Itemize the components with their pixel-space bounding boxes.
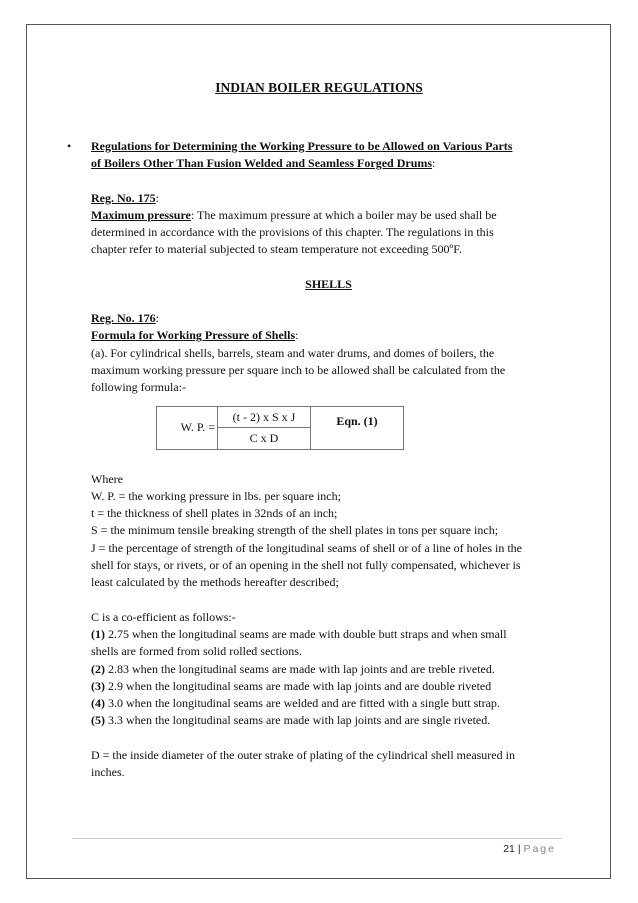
shells-heading-row <box>91 276 566 293</box>
reg-175-block <box>91 190 566 259</box>
page-word: Page <box>523 843 556 855</box>
reg-176-label: Reg. No. 176 <box>91 311 156 326</box>
equation-lhs: W. P. = <box>157 406 218 449</box>
shells-heading: SHELLS <box>305 276 352 291</box>
reg-176-text-3: following formula:- <box>91 380 186 395</box>
where-block <box>91 471 566 592</box>
equation-table <box>156 406 404 450</box>
equation-denominator: C x D <box>249 431 279 446</box>
diameter-line-1: inches. <box>91 765 125 780</box>
diameter-block <box>91 747 566 782</box>
reg-176-text-2: maximum working pressure per square inch to be allowed shall be calculated from the <box>91 362 506 377</box>
reg-175-text-1: : The maximum pressure at which a boiler may be used shall be <box>190 207 497 222</box>
coefficient-text: 2.75 when the longitudinal seams are made with double butt straps and when small <box>105 626 507 641</box>
coefficient-number: (2) <box>91 661 105 676</box>
reg-176-text-1: (a). For cylindrical shells, barrels, steam and water drums, and domes of boilers, the <box>91 345 495 360</box>
coefficient-text: shells are formed from solid rolled sections. <box>91 644 302 659</box>
maximum-pressure-term: Maximum pressure <box>91 207 191 222</box>
page-number: 21 <box>503 843 515 855</box>
equation-numerator: (t - 2) x S x J <box>218 407 310 428</box>
coefficient-text: 3.0 when the longitudinal seams are welded and are fitted with a single butt strap. <box>105 696 500 711</box>
footer-separator: | <box>517 843 521 855</box>
coefficient-intro: C is a co-efficient as follows:- <box>91 609 236 624</box>
document-body <box>91 138 566 781</box>
reg-175-colon: : <box>155 190 160 205</box>
bullet-heading-colon: : <box>432 156 436 171</box>
coefficient-number: (5) <box>91 713 105 728</box>
coefficient-number: (4) <box>91 696 105 711</box>
coefficient-number: (1) <box>91 626 105 641</box>
working-pressure-formula-term: Formula for Working Pressure of Shells <box>91 328 296 343</box>
reg-175-text-3: chapter refer to material subjected to steam temperature not exceeding 500ºF. <box>91 242 462 257</box>
reg-176-block <box>91 310 566 396</box>
coefficient-block <box>91 609 566 730</box>
diameter-line-0: D = the inside diameter of the outer strake of plating of the cylindrical shell measured in <box>91 747 515 762</box>
where-line-2: t = the thickness of shell plates in 32nds of an inch; <box>91 506 338 521</box>
coefficient-text: 2.9 when the longitudinal seams are made with lap joints and are double riveted <box>105 678 492 693</box>
where-line-5: shell for stays, or rivets, or of an opening in the shell not fully compensated, whichever is <box>91 558 521 573</box>
reg-176-term-colon: : <box>295 328 299 343</box>
page-footer <box>503 843 556 855</box>
where-line-1: W. P. = the working pressure in lbs. per square inch; <box>91 488 341 503</box>
reg-176-colon: : <box>155 311 160 326</box>
coefficient-text: 2.83 when the longitudinal seams are made with lap joints and are treble riveted. <box>105 661 495 676</box>
bullet-heading-line2: of Boilers Other Than Fusion Welded and Seamless Forged Drums <box>91 156 433 171</box>
equation-label: Eqn. (1) <box>311 406 404 449</box>
coefficient-text: 3.3 when the longitudinal seams are made with lap joints and are single riveted. <box>105 713 491 728</box>
bullet-heading-line1: Regulations for Determining the Working Pressure to be Allowed on Various Parts <box>91 139 513 153</box>
footer-divider <box>72 838 562 839</box>
where-line-3: S = the minimum tensile breaking strength of the shell plates in tons per square inch; <box>91 523 499 538</box>
where-line-0: Where <box>91 471 123 486</box>
equation-fraction <box>218 406 311 449</box>
reg-175-label: Reg. No. 175 <box>91 190 156 205</box>
bullet-icon: • <box>67 139 72 153</box>
where-line-6: least calculated by the methods hereafter described; <box>91 575 339 590</box>
bullet-heading <box>91 138 566 173</box>
page-title: INDIAN BOILER REGULATIONS <box>215 80 423 95</box>
where-line-4: J = the percentage of strength of the longitudinal seams of shell or of a line of holes in the <box>91 540 522 555</box>
coefficient-number: (3) <box>91 678 105 693</box>
reg-175-text-2: determined in accordance with the provisions of this chapter. The regulations in this <box>91 225 494 240</box>
